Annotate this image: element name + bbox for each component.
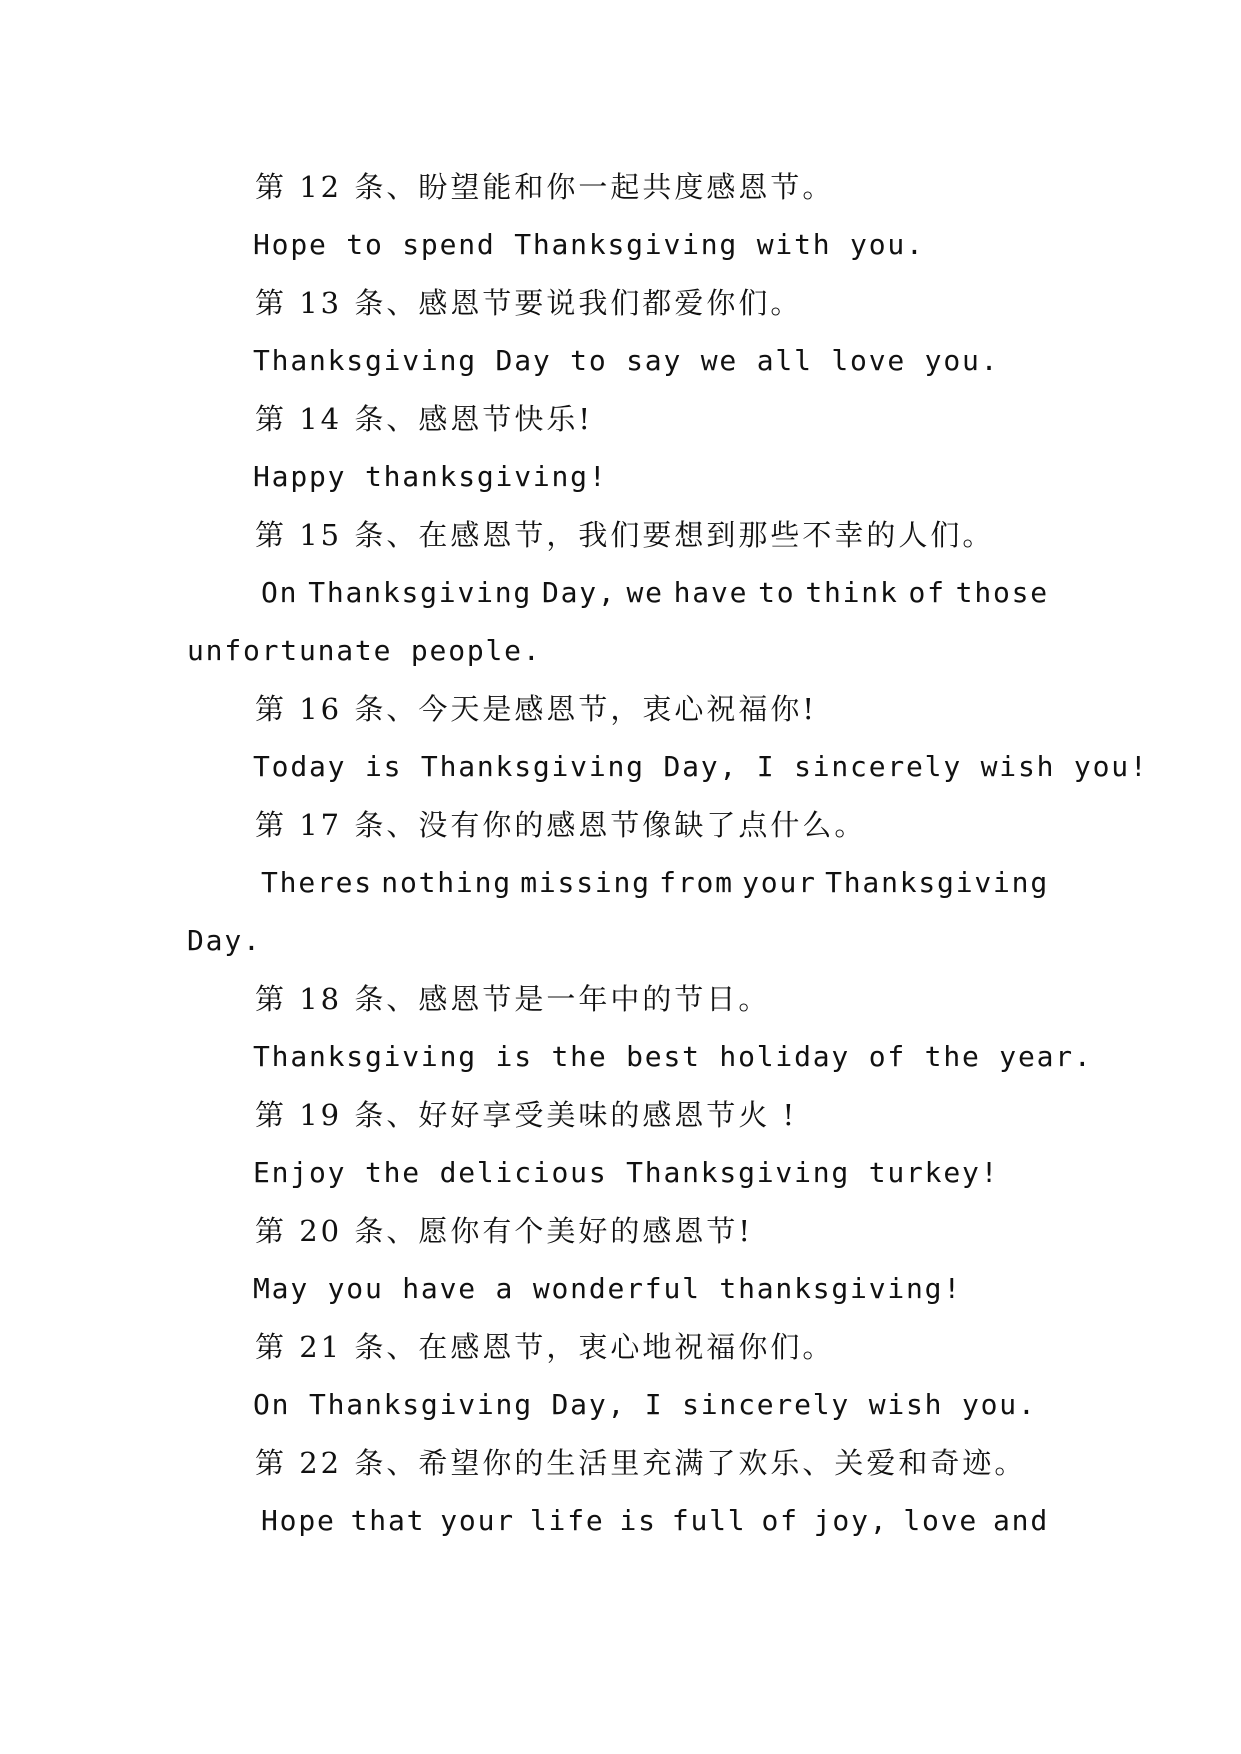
paragraph-en-12: Hope to spend Thanksgiving with you.	[253, 228, 925, 261]
word: joy,	[813, 1504, 889, 1537]
paragraph-zh-20: 第 20 条、愿你有个美好的感恩节!	[255, 1214, 753, 1248]
word: On	[261, 576, 299, 609]
word: we	[626, 576, 664, 609]
paragraph-en-13: Thanksgiving Day to say we all love you.	[253, 344, 1000, 377]
paragraph-en-20: May you have a wonderful thanksgiving!	[253, 1272, 962, 1305]
word: that	[350, 1504, 426, 1537]
word: your	[742, 866, 817, 899]
document-body	[187, 158, 1149, 1550]
word: life	[529, 1504, 605, 1537]
word: full	[671, 1504, 747, 1537]
word: your	[440, 1504, 515, 1537]
paragraph-en-17-continued: Day.	[187, 924, 262, 957]
word: to	[758, 576, 796, 609]
word: Thanksgiving	[308, 576, 533, 609]
word: Hope	[261, 1504, 336, 1537]
paragraph-zh-22: 第 22 条、希望你的生活里充满了欢乐、关爱和奇迹。	[255, 1446, 1027, 1480]
paragraph-en-15	[187, 564, 1057, 622]
paragraph-zh-18: 第 18 条、感恩节是一年中的节日。	[255, 982, 771, 1016]
word: love	[903, 1504, 979, 1537]
paragraph-zh-15: 第 15 条、在感恩节，我们要想到那些不幸的人们。	[255, 518, 995, 552]
paragraph-en-21: On Thanksgiving Day, I sincerely wish you.	[253, 1388, 1037, 1421]
paragraph-en-17	[187, 854, 1057, 912]
word: missing	[520, 866, 651, 899]
paragraph-zh-12: 第 12 条、盼望能和你一起共度感恩节。	[255, 170, 835, 204]
paragraph-en-15-continued: unfortunate people.	[187, 634, 542, 667]
word: of	[908, 576, 946, 609]
paragraph-en-22	[187, 1492, 1057, 1550]
paragraph-en-18: Thanksgiving is the best holiday of the year.	[253, 1040, 1093, 1073]
word: nothing	[381, 866, 512, 899]
word: is	[619, 1504, 657, 1537]
paragraph-en-16: Today is Thanksgiving Day, I sincerely wish you!	[253, 750, 1149, 783]
word: think	[805, 576, 899, 609]
word: and	[993, 1504, 1049, 1537]
paragraph-en-19: Enjoy the delicious Thanksgiving turkey!	[253, 1156, 1000, 1189]
paragraph-zh-13: 第 13 条、感恩节要说我们都爱你们。	[255, 286, 803, 320]
word: of	[761, 1504, 799, 1537]
paragraph-zh-21: 第 21 条、在感恩节，衷心地祝福你们。	[255, 1330, 835, 1364]
word: have	[673, 576, 749, 609]
paragraph-zh-16: 第 16 条、今天是感恩节，衷心祝福你!	[255, 692, 817, 726]
word: Theres	[261, 866, 373, 899]
paragraph-zh-14: 第 14 条、感恩节快乐!	[255, 402, 593, 436]
word: Day,	[541, 576, 617, 609]
paragraph-en-14: Happy thanksgiving!	[253, 460, 608, 493]
paragraph-zh-19: 第 19 条、好好享受美味的感恩节火 !	[255, 1098, 798, 1132]
word: those	[955, 576, 1049, 609]
paragraph-zh-17: 第 17 条、没有你的感恩节像缺了点什么。	[255, 808, 867, 842]
word: from	[659, 866, 734, 899]
word: Thanksgiving	[825, 866, 1049, 899]
